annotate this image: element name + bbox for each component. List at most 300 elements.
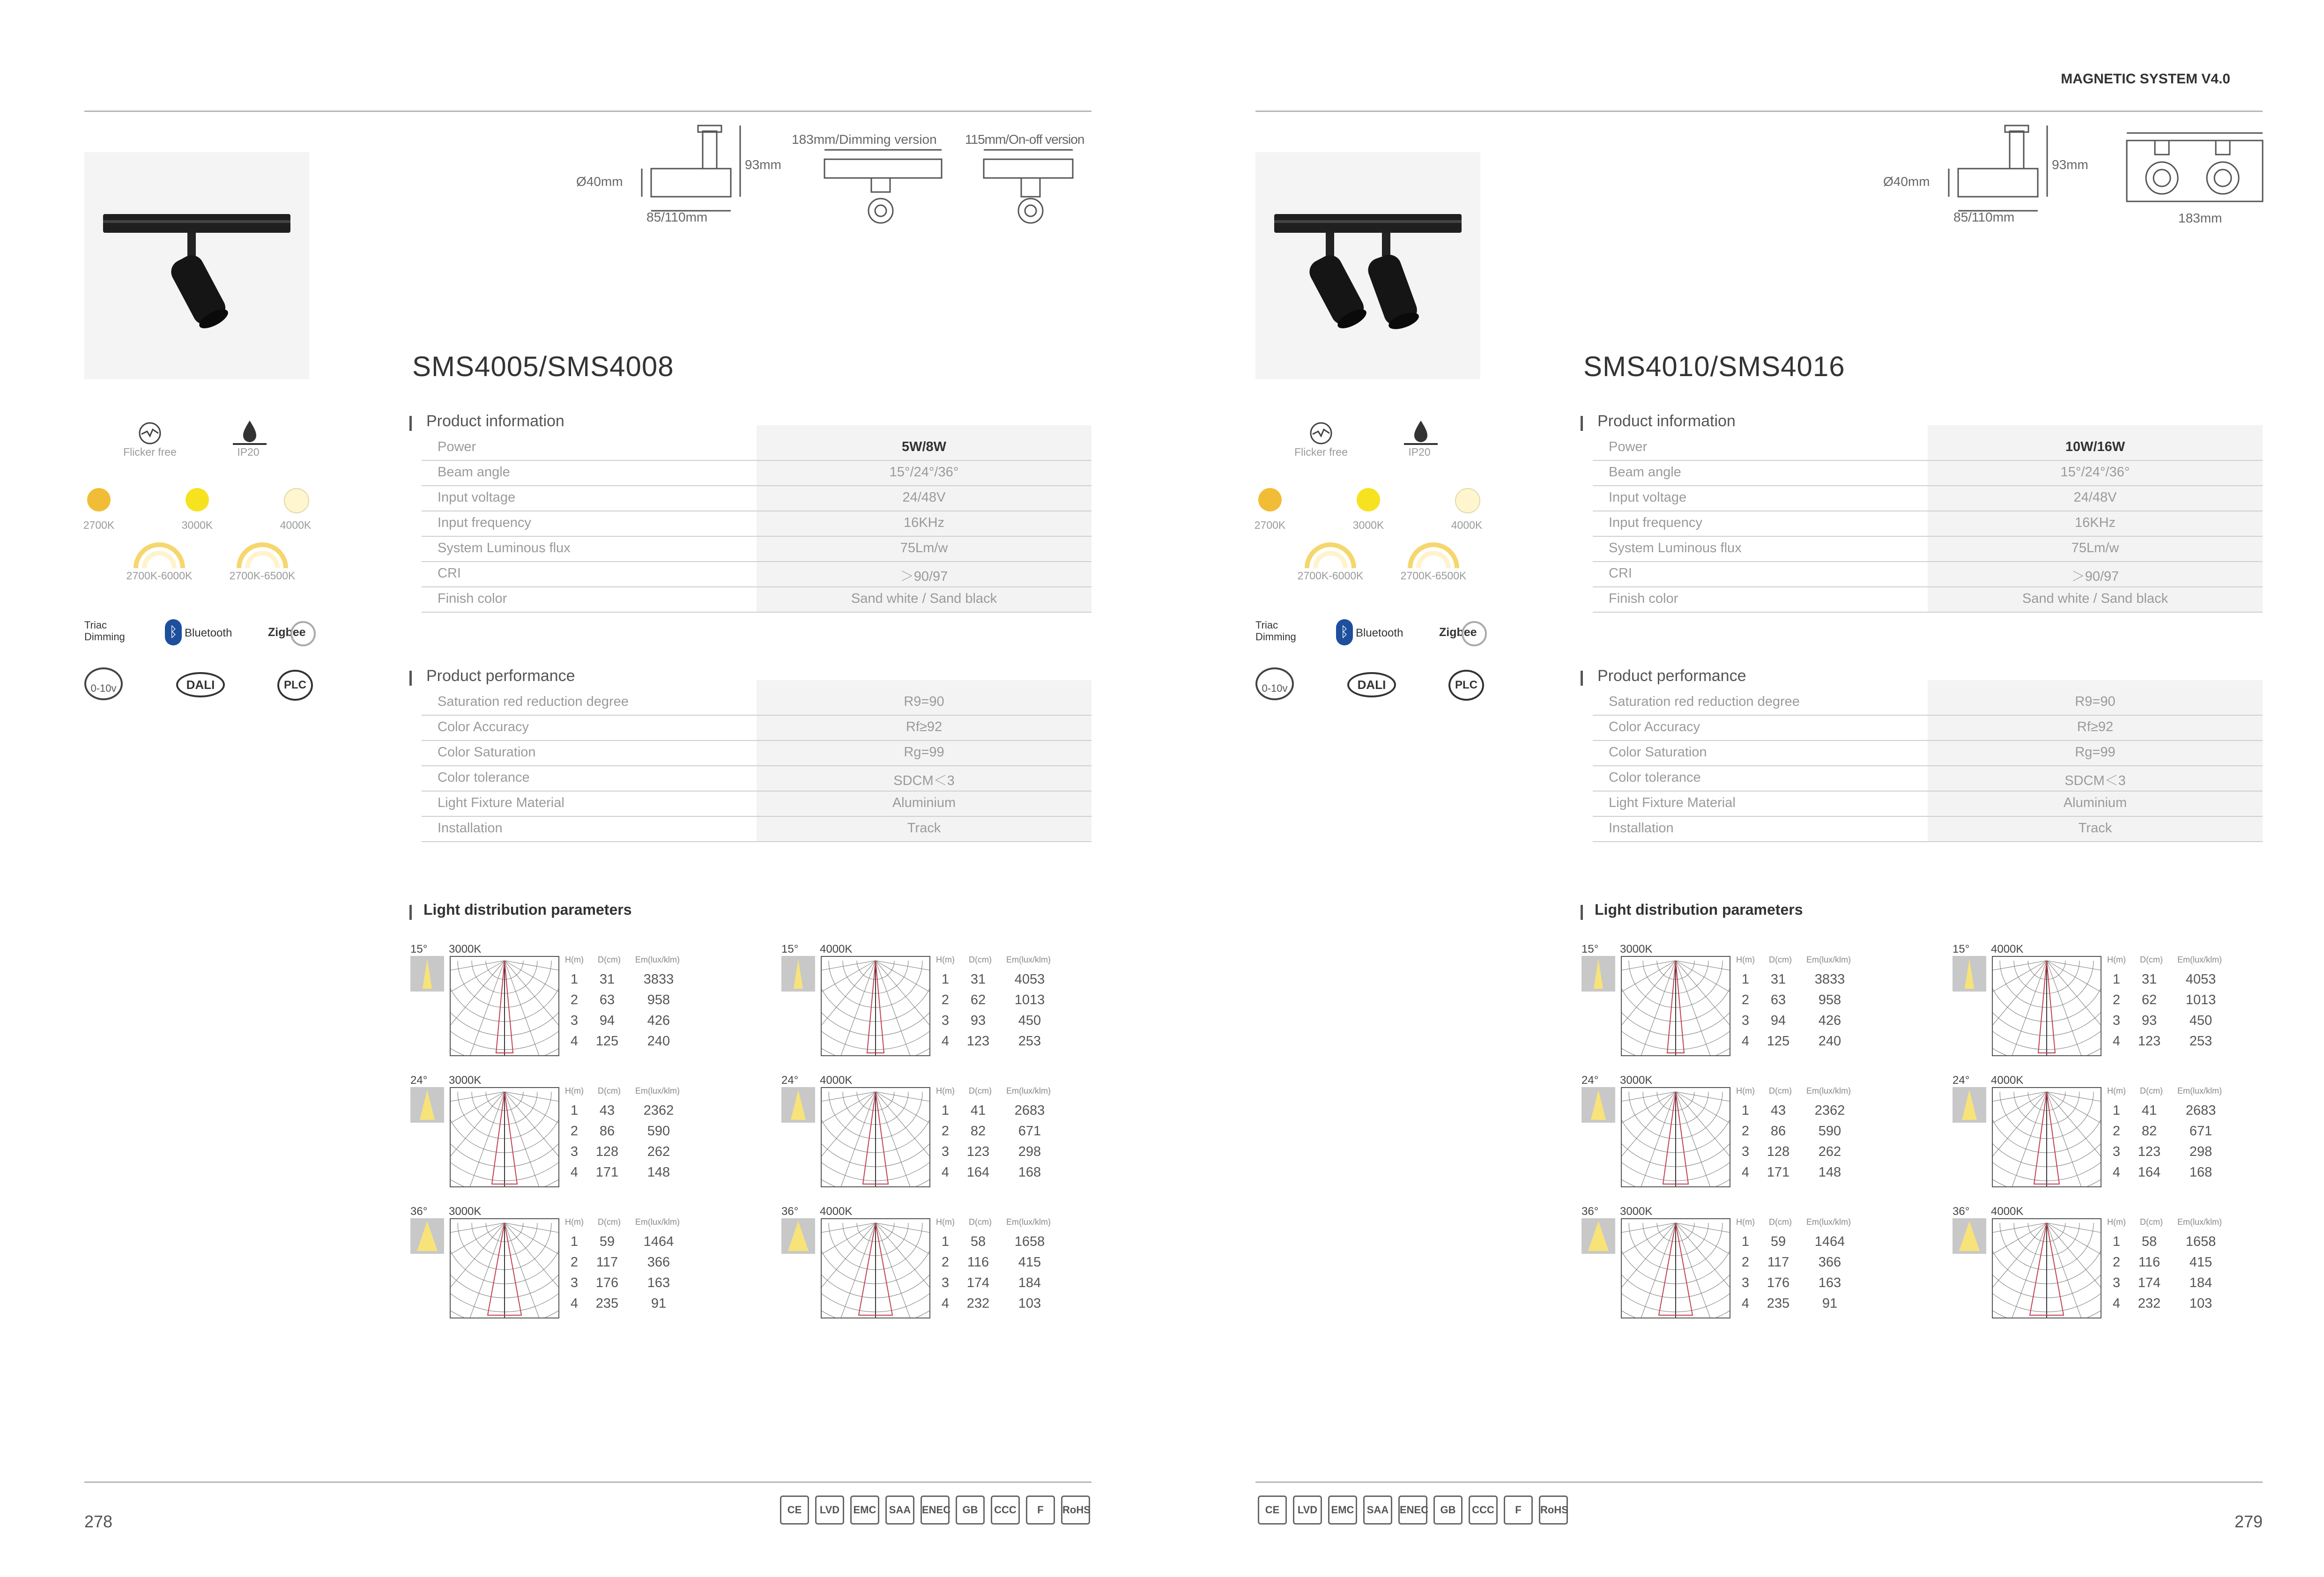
spec-key: Color Saturation	[1609, 745, 1707, 760]
ld-header: H(m)	[936, 1086, 955, 1096]
ld-header: Em(lux/klm)	[1806, 1217, 1851, 1227]
dali-label: DALI	[1357, 678, 1386, 692]
ld-cell: 3	[2112, 1144, 2121, 1159]
ld-cell: 128	[595, 1144, 619, 1159]
ld-cell: 2	[2112, 992, 2121, 1007]
ld-cell: 31	[2141, 972, 2157, 987]
polar-diagram	[450, 1087, 559, 1187]
ld-cell: 117	[1767, 1255, 1789, 1270]
beam-cone-icon	[1582, 1087, 1615, 1123]
tunable-label-1: 2700K-6500K	[1400, 570, 1467, 582]
ld-cell: 164	[2138, 1165, 2161, 1180]
ld-cell: 1	[570, 1103, 579, 1118]
ld-cell: 174	[966, 1275, 990, 1290]
ld-color-temp: 3000K	[1620, 943, 1653, 955]
spec-value: 75Lm/w	[2071, 540, 2119, 555]
spec-row	[422, 460, 1091, 486]
beam-thumbnail	[1582, 1087, 1615, 1123]
ld-header: D(cm)	[969, 1086, 992, 1096]
ld-cell: 116	[967, 1255, 989, 1270]
ld-color-temp: 3000K	[1620, 1205, 1653, 1218]
ld-cell: 82	[970, 1124, 986, 1139]
polar-diagram	[821, 956, 930, 1056]
product-model-title: SMS4010/SMS4016	[1583, 351, 1845, 382]
ld-cell: 253	[1018, 1034, 1041, 1049]
ld-cell: 93	[2141, 1013, 2157, 1028]
spec-value: 15°/24°/36°	[2060, 465, 2130, 480]
ld-cell: 94	[599, 1013, 615, 1028]
ld-block-36-3000K	[1582, 1205, 1919, 1322]
section-title: Product information	[1597, 412, 1736, 430]
ld-cell: 103	[2189, 1296, 2213, 1311]
plc-label: PLC	[1455, 679, 1478, 691]
triac-dimming-label: Triac Dimming	[84, 619, 125, 643]
ld-cell: 3	[1741, 1013, 1750, 1028]
bluetooth-icon: ᛒ	[165, 619, 182, 645]
spec-row	[422, 689, 1091, 716]
spec-key: Power	[1609, 439, 1648, 454]
ld-cell: 450	[1018, 1013, 1041, 1028]
cert-lvd-icon: LVD	[815, 1496, 844, 1525]
ld-cell: 3	[570, 1013, 579, 1028]
ld-cell: 103	[1018, 1296, 1041, 1311]
section-title: Product performance	[1597, 667, 1746, 685]
spec-table	[422, 685, 1091, 846]
beam-thumbnail	[1953, 1087, 1986, 1123]
bluetooth-icon: ᛒ	[1336, 619, 1353, 645]
tunable-white-icon	[234, 542, 290, 570]
ld-cell: 4	[570, 1034, 579, 1049]
header-system-title: MAGNETIC SYSTEM V4.0	[2061, 71, 2230, 87]
spec-row	[1593, 689, 2263, 716]
ld-cell: 415	[2189, 1255, 2213, 1270]
front-dimension-drawing	[2117, 126, 2272, 220]
ld-header: D(cm)	[969, 1217, 992, 1227]
ld-cell: 671	[1018, 1124, 1041, 1139]
ld-cell: 163	[647, 1275, 670, 1290]
ld-cell: 2362	[643, 1103, 674, 1118]
beam-cone-icon	[1582, 956, 1615, 992]
tunable-label-0: 2700K-6000K	[1297, 570, 1364, 582]
ld-cell: 240	[647, 1034, 670, 1049]
ld-cell: 1464	[1814, 1234, 1845, 1249]
cert-lvd-icon: LVD	[1293, 1496, 1322, 1525]
polar-diagram	[821, 1218, 930, 1318]
cert-rohs-icon: RoHS	[1061, 1496, 1090, 1525]
front-dimension-drawing	[815, 141, 1096, 244]
polar-grid	[1622, 1219, 1730, 1318]
spec-key: Light Fixture Material	[1609, 795, 1736, 810]
ld-cell: 1013	[1014, 992, 1045, 1007]
spec-key: Color tolerance	[438, 770, 530, 785]
section-bar	[1581, 905, 1583, 920]
spec-value: Rg=99	[2075, 745, 2116, 760]
ld-cell: 2	[570, 1255, 579, 1270]
ld-cell: 41	[970, 1103, 986, 1118]
ld-cell: 148	[647, 1165, 670, 1180]
spec-value: 15°/24°/36°	[889, 465, 959, 480]
spec-value: Rf≥92	[2077, 719, 2114, 734]
ld-block-36-4000K	[1953, 1205, 2290, 1322]
ld-cell: 168	[2189, 1165, 2213, 1180]
spec-row	[422, 791, 1091, 817]
spec-key: Color tolerance	[1609, 770, 1701, 785]
ld-color-temp: 4000K	[820, 1074, 853, 1087]
spec-key: Saturation red reduction degree	[1609, 694, 1800, 709]
dali-label: DALI	[186, 678, 215, 692]
ld-color-temp: 3000K	[1620, 1074, 1653, 1087]
ld-cell: 43	[1770, 1103, 1786, 1118]
beam-thumbnail	[781, 1087, 815, 1123]
ld-header: H(m)	[565, 1217, 584, 1227]
ld-cell: 298	[2189, 1144, 2213, 1159]
cert-ccc-icon: CCC	[991, 1496, 1020, 1525]
spec-row	[422, 715, 1091, 741]
zigbee-ring-icon	[1462, 621, 1487, 646]
ld-header: Em(lux/klm)	[2177, 1086, 2222, 1096]
product-model-title: SMS4005/SMS4008	[412, 351, 674, 382]
ld-header: Em(lux/klm)	[635, 1217, 680, 1227]
ld-cell: 3833	[643, 972, 674, 987]
spec-value: Track	[2078, 821, 2112, 836]
spec-key: Light Fixture Material	[438, 795, 564, 810]
ld-header: D(cm)	[2140, 1217, 2163, 1227]
spec-key: Input frequency	[1609, 515, 1702, 530]
ld-cell: 4	[570, 1296, 579, 1311]
ld-header: Em(lux/klm)	[1806, 1086, 1851, 1096]
ld-cell: 86	[599, 1124, 615, 1139]
ld-header: H(m)	[936, 1217, 955, 1227]
ld-block-15-4000K	[781, 943, 1119, 1060]
beam-thumbnail	[1953, 1218, 1986, 1254]
diameter-label: Ø40mm	[576, 174, 623, 189]
ld-cell: 3833	[1814, 972, 1845, 987]
ld-block-15-3000K	[410, 943, 748, 1060]
spec-value: SDCM＜3	[893, 773, 955, 788]
ld-cell: 253	[2189, 1034, 2213, 1049]
ld-cell: 2	[2112, 1124, 2121, 1139]
spec-row	[422, 586, 1091, 613]
ld-cell: 168	[1018, 1165, 1041, 1180]
ld-cell: 4	[570, 1165, 579, 1180]
dali-icon	[1347, 672, 1396, 697]
spec-key: Input frequency	[438, 515, 531, 530]
ld-beam-angle: 24°	[1582, 1074, 1599, 1087]
polar-diagram	[1992, 1087, 2101, 1187]
ld-beam-angle: 24°	[781, 1074, 799, 1087]
beam-thumbnail	[781, 1218, 815, 1254]
cct-label-2: 4000K	[280, 519, 312, 531]
triac-dimming-label: Triac Dimming	[1255, 619, 1296, 643]
ld-block-24-3000K	[410, 1074, 748, 1191]
ld-cell: 62	[2141, 992, 2157, 1007]
spec-row	[1593, 485, 2263, 511]
cert-f-icon: F	[1026, 1496, 1055, 1525]
cert-enec-icon: ENEC	[921, 1496, 950, 1525]
tunable-label-1: 2700K-6500K	[229, 570, 296, 582]
ld-cell: 4053	[2185, 972, 2216, 987]
ld-cell: 2	[941, 1255, 950, 1270]
beam-cone-icon	[1953, 1087, 1986, 1123]
polar-grid	[1622, 957, 1730, 1055]
ld-cell: 450	[2189, 1013, 2213, 1028]
ld-cell: 415	[1018, 1255, 1041, 1270]
ld-cell: 2	[2112, 1255, 2121, 1270]
ld-beam-angle: 36°	[781, 1205, 799, 1218]
polar-grid	[822, 1088, 929, 1186]
ld-cell: 366	[1818, 1255, 1841, 1270]
ld-cell: 2362	[1814, 1103, 1845, 1118]
ld-cell: 117	[596, 1255, 618, 1270]
polar-diagram	[1992, 956, 2101, 1056]
ld-beam-angle: 24°	[1953, 1074, 1970, 1087]
ld-cell: 1	[570, 1234, 579, 1249]
ld-header: H(m)	[2107, 1217, 2126, 1227]
ld-color-temp: 3000K	[449, 1074, 482, 1087]
ld-beam-angle: 15°	[410, 943, 428, 955]
ld-cell: 1	[1741, 1234, 1750, 1249]
spec-row	[422, 561, 1091, 587]
ld-cell: 1	[570, 972, 579, 987]
ld-cell: 590	[1818, 1124, 1841, 1139]
ld-cell: 426	[1818, 1013, 1841, 1028]
height-label: 93mm	[2052, 157, 2088, 172]
ld-cell: 58	[970, 1234, 986, 1249]
ld-cell: 2	[570, 992, 579, 1007]
ld-cell: 235	[1767, 1296, 1790, 1311]
spec-row	[422, 485, 1091, 511]
ld-cell: 1	[2112, 1103, 2121, 1118]
spec-value: Rf≥92	[906, 719, 943, 734]
ip20-label: IP20	[1408, 446, 1431, 458]
ld-header: Em(lux/klm)	[635, 1086, 680, 1096]
page-number-left: 278	[84, 1512, 113, 1531]
ld-cell: 4053	[1014, 972, 1045, 987]
spec-value: Track	[907, 821, 941, 836]
beam-cone-icon	[1953, 1218, 1986, 1254]
spec-value: Sand white / Sand black	[851, 591, 997, 606]
ld-cell: 91	[1822, 1296, 1838, 1311]
dimming-version-label: 183mm/Dimming version	[792, 132, 937, 147]
ld-cell: 82	[2141, 1124, 2157, 1139]
spec-row	[422, 765, 1091, 792]
polar-grid	[451, 1219, 558, 1318]
plc-icon	[1448, 670, 1484, 701]
tunable-white-icon	[1302, 542, 1359, 570]
ld-cell: 671	[2189, 1124, 2213, 1139]
beam-cone-icon	[781, 1218, 815, 1254]
spec-row	[1593, 561, 2263, 587]
spec-value: ＞90/97	[2071, 569, 2119, 584]
flicker-free-label: Flicker free	[1294, 446, 1348, 458]
ld-header: H(m)	[565, 955, 584, 964]
beam-cone-icon	[1582, 1218, 1615, 1254]
ld-cell: 1	[941, 1103, 950, 1118]
ld-color-temp: 4000K	[1991, 943, 2024, 955]
ld-color-temp: 4000K	[820, 1205, 853, 1218]
ld-header: Em(lux/klm)	[1006, 955, 1051, 964]
beam-cone-icon	[1953, 956, 1986, 992]
beam-thumbnail	[1953, 956, 1986, 992]
ip20-icon	[231, 417, 268, 445]
cert-f-icon: F	[1504, 1496, 1533, 1525]
spec-row	[422, 740, 1091, 766]
beam-thumbnail	[410, 1087, 444, 1123]
dali-icon	[176, 672, 225, 697]
length-label: 85/110mm	[1953, 210, 2015, 224]
ld-cell: 116	[2138, 1255, 2161, 1270]
cert-saa-icon: SAA	[885, 1496, 914, 1525]
cert-enec-icon: ENEC	[1398, 1496, 1427, 1525]
height-label: 93mm	[745, 157, 781, 172]
ld-cell: 1464	[643, 1234, 674, 1249]
spec-row	[1593, 715, 2263, 741]
ld-cell: 1	[941, 972, 950, 987]
cct-dot-0	[87, 488, 111, 511]
spotlight-illustration	[1255, 152, 1480, 379]
beam-cone-icon	[410, 1218, 444, 1254]
cct-dot-2	[1455, 488, 1480, 513]
spec-key: Installation	[438, 821, 503, 836]
ld-cell: 148	[1818, 1165, 1841, 1180]
ld-cell: 4	[1741, 1034, 1750, 1049]
spec-key: Color Saturation	[438, 745, 536, 760]
ld-cell: 59	[1770, 1234, 1786, 1249]
tunable-label-0: 2700K-6000K	[126, 570, 193, 582]
length-label: 85/110mm	[646, 210, 708, 224]
ld-block-36-3000K	[410, 1205, 748, 1322]
0-10v-icon	[1255, 667, 1294, 700]
polar-diagram	[450, 956, 559, 1056]
ld-header: D(cm)	[598, 1086, 621, 1096]
spec-value: R9=90	[2075, 694, 2116, 709]
ld-cell: 163	[1818, 1275, 1841, 1290]
cct-label-0: 2700K	[1254, 519, 1286, 531]
ld-header: H(m)	[2107, 955, 2126, 964]
ld-header: Em(lux/klm)	[2177, 955, 2222, 964]
ld-cell: 128	[1767, 1144, 1790, 1159]
spec-row	[1593, 460, 2263, 486]
spec-key: Beam angle	[438, 465, 510, 480]
cert-gb-icon: GB	[956, 1496, 985, 1525]
zigbee-label: Zigbee	[268, 626, 306, 639]
ld-header: D(cm)	[969, 955, 992, 964]
spotlight-illustration	[84, 152, 309, 379]
ld-cell: 184	[1018, 1275, 1041, 1290]
ld-section-title: Light distribution parameters	[423, 901, 632, 918]
spec-row	[422, 816, 1091, 842]
ld-cell: 171	[595, 1165, 619, 1180]
spec-key: Finish color	[438, 591, 507, 606]
ld-cell: 1013	[2185, 992, 2216, 1007]
spec-key: Finish color	[1609, 591, 1678, 606]
ld-cell: 63	[599, 992, 615, 1007]
polar-diagram	[1621, 1218, 1730, 1318]
zigbee-icon	[1439, 619, 1486, 645]
ld-cell: 93	[970, 1013, 986, 1028]
beam-cone-icon	[781, 1087, 815, 1123]
spec-value: 24/48V	[902, 490, 946, 505]
cct-label-1: 3000K	[181, 519, 213, 531]
ld-block-24-4000K	[1953, 1074, 2290, 1191]
section-title: Product information	[426, 412, 564, 430]
polar-diagram	[450, 1218, 559, 1318]
ld-cell: 86	[1770, 1124, 1786, 1139]
polar-grid	[1993, 957, 2101, 1055]
plc-icon	[277, 670, 313, 701]
spec-value: Rg=99	[904, 745, 944, 760]
spec-row	[1593, 435, 2263, 461]
spec-key: System Luminous flux	[1609, 540, 1742, 555]
spec-value: 16KHz	[903, 515, 945, 530]
ld-header: H(m)	[2107, 1086, 2126, 1096]
ld-beam-angle: 15°	[1582, 943, 1599, 955]
ld-header: Em(lux/klm)	[1006, 1217, 1051, 1227]
ld-cell: 232	[966, 1296, 990, 1311]
ld-header: D(cm)	[2140, 955, 2163, 964]
spec-key: Input voltage	[1609, 490, 1687, 505]
ld-header: Em(lux/klm)	[1806, 955, 1851, 964]
ld-cell: 2	[1741, 1255, 1750, 1270]
ld-header: Em(lux/klm)	[635, 955, 680, 964]
cert-gb-icon: GB	[1433, 1496, 1463, 1525]
ld-color-temp: 3000K	[449, 1205, 482, 1218]
ld-beam-angle: 36°	[1953, 1205, 1970, 1218]
ld-cell: 123	[966, 1034, 990, 1049]
ld-header: H(m)	[1736, 1217, 1755, 1227]
ld-beam-angle: 15°	[1953, 943, 1970, 955]
ld-cell: 1	[1741, 972, 1750, 987]
spec-value: ＞90/97	[900, 569, 948, 584]
ld-cell: 4	[2112, 1165, 2121, 1180]
ld-cell: 2	[1741, 992, 1750, 1007]
ld-block-24-4000K	[781, 1074, 1119, 1191]
right-page	[1171, 0, 2324, 1577]
ld-cell: 63	[1770, 992, 1786, 1007]
ld-block-36-4000K	[781, 1205, 1119, 1322]
beam-thumbnail	[1582, 1218, 1615, 1254]
ld-cell: 2683	[2185, 1103, 2216, 1118]
ld-cell: 426	[647, 1013, 670, 1028]
ld-cell: 58	[2141, 1234, 2157, 1249]
ld-cell: 262	[647, 1144, 670, 1159]
spec-row	[1593, 740, 2263, 766]
spec-value: Aluminium	[892, 795, 956, 810]
ld-color-temp: 4000K	[1991, 1074, 2024, 1087]
ld-block-24-3000K	[1582, 1074, 1919, 1191]
ld-cell: 1	[2112, 972, 2121, 987]
spec-key: Beam angle	[1609, 465, 1681, 480]
spec-key: Saturation red reduction degree	[438, 694, 629, 709]
section-bar	[409, 905, 412, 920]
ld-block-15-3000K	[1582, 943, 1919, 1060]
tunable-white-icon	[131, 542, 187, 570]
section-bar	[1581, 671, 1583, 686]
beam-thumbnail	[410, 956, 444, 992]
page-number-right: 279	[2235, 1512, 2263, 1531]
ld-cell: 3	[941, 1013, 950, 1028]
ld-cell: 262	[1818, 1144, 1841, 1159]
spec-key: CRI	[438, 566, 461, 581]
ld-cell: 958	[647, 992, 670, 1007]
cct-label-1: 3000K	[1352, 519, 1384, 531]
ld-color-temp: 4000K	[820, 943, 853, 955]
beam-thumbnail	[781, 956, 815, 992]
ld-color-temp: 4000K	[1991, 1205, 2024, 1218]
ld-cell: 235	[595, 1296, 619, 1311]
ld-cell: 184	[2189, 1275, 2213, 1290]
spec-row	[422, 511, 1091, 537]
